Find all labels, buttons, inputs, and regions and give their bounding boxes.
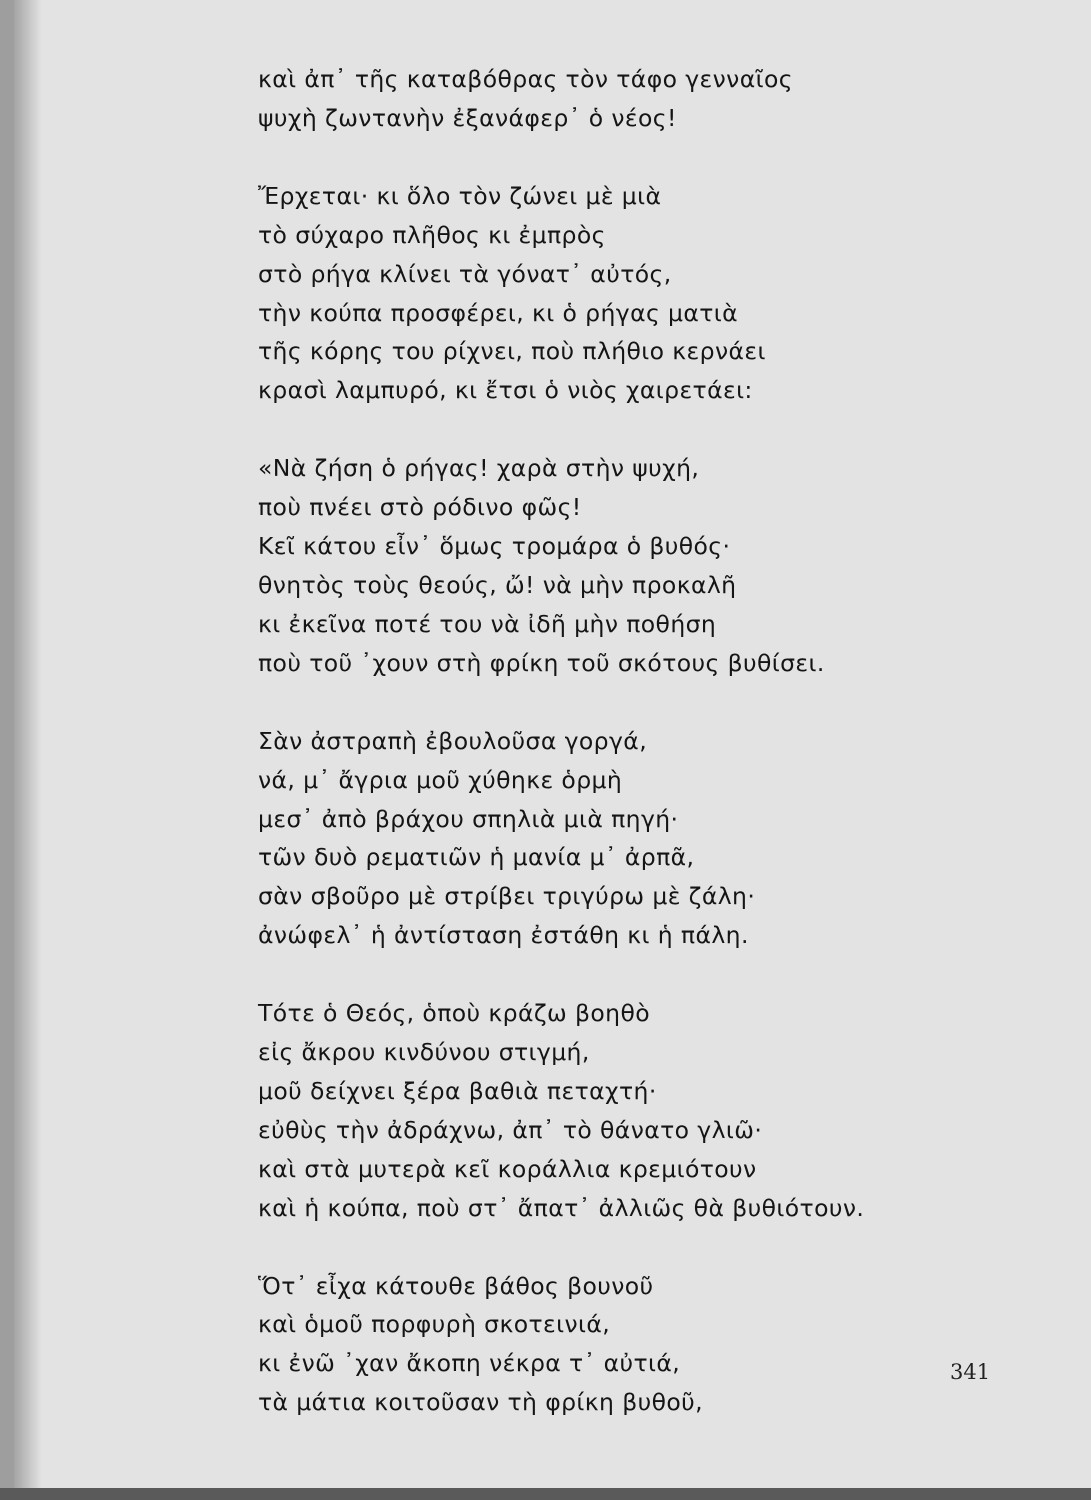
poem-line: κρασὶ λαμπυρό, κι ἔτσι ὁ νιὸς χαιρετάει:: [258, 376, 753, 405]
page-number: 341: [950, 1360, 991, 1384]
poem-line: τὴν κούπα προσφέρει, κι ὁ ρήγας ματιὰ: [258, 298, 739, 327]
poem-line: «Νὰ ζήση ὁ ρήγας! χαρὰ στὴν ψυχή,: [258, 454, 700, 483]
poem-line: τὸ σύχαρο πλῆθος κι ἐμπρὸς: [258, 220, 606, 249]
poem-line: καὶ ἡ κούπα, ποὺ στ᾿ ἄπατ᾿ ἀλλιῶς θὰ βυθιότουν.: [258, 1193, 865, 1222]
poem-text: [258, 60, 1058, 1461]
poem-line: τὰ μάτια κοιτοῦσαν τὴ φρίκη βυθοῦ,: [258, 1388, 704, 1417]
stanza-5: [258, 994, 1058, 1227]
stanza-6: [258, 1267, 1058, 1423]
poem-line: τῆς κόρης του ρίχνει, ποὺ πλήθιο κερνάει: [258, 337, 766, 366]
poem-line: νά, μ᾿ ἄγρια μοῦ χύθηκε ὁρμὴ: [258, 765, 623, 794]
poem-line: κι ἐνῶ ᾿χαν ἄκοπη νέκρα τ᾿ αὐτιά,: [258, 1349, 681, 1378]
poem-line: στὸ ρήγα κλίνει τὰ γόνατ᾿ αὐτός,: [258, 259, 672, 288]
poem-line: Σὰν ἀστραπὴ ἐβουλοῦσα γοργά,: [258, 726, 648, 755]
poem-line: Ὅτ᾿ εἶχα κάτουθε βάθος βουνοῦ: [258, 1271, 654, 1300]
poem-line: θνητὸς τοὺς θεούς, ὤ! νὰ μὴν προκαλῆ: [258, 570, 737, 599]
poem-line: καὶ ἀπ᾿ τῆς καταβόθρας τὸν τάφο γενναῖος: [258, 65, 793, 93]
stanza-1: [258, 60, 1058, 138]
poem-line: εὐθὺς τὴν ἀδράχνω, ἀπ᾿ τὸ θάνατο γλιῶ·: [258, 1115, 763, 1144]
poem-line: σὰν σβοῦρο μὲ στρίβει τριγύρω μὲ ζάλη·: [258, 882, 756, 911]
poem-line: ἀνώφελ᾿ ἡ ἀντίσταση ἐστάθη κι ἡ πάλη.: [258, 921, 749, 950]
stanza-4: [258, 722, 1058, 955]
poem-line: μεσ᾿ ἀπὸ βράχου σπηλιὰ μιὰ πηγή·: [258, 804, 679, 833]
poem-line: καὶ ὁμοῦ πορφυρὴ σκοτεινιά,: [258, 1310, 611, 1339]
poem-line: Τότε ὁ Θεός, ὁποὺ κράζω βοηθὸ: [258, 999, 650, 1028]
poem-line: Ἔρχεται· κι ὅλο τὸν ζώνει μὲ μιὰ: [258, 181, 662, 210]
book-page: [14, 0, 1091, 1488]
stanza-3: [258, 449, 1058, 682]
poem-line: Κεῖ κάτου εἶν᾿ ὅμως τρομάρα ὁ βυθός·: [258, 532, 731, 561]
poem-line: ποὺ τοῦ ᾿χουν στὴ φρίκη τοῦ σκότους βυθίσει.: [258, 648, 825, 677]
poem-line: ψυχὴ ζωντανὴν ἐξανάφερ᾿ ὁ νέος!: [258, 103, 677, 132]
poem-line: καὶ στὰ μυτερὰ κεῖ κοράλλια κρεμιότουν: [258, 1154, 757, 1183]
page-bottom-edge: [0, 1488, 1091, 1500]
poem-line: κι ἐκεῖνα ποτέ του νὰ ἰδῆ μὴν ποθήση: [258, 609, 717, 638]
stanza-2: [258, 177, 1058, 410]
spine-shadow: [14, 0, 42, 1488]
poem-line: τῶν δυὸ ρεματιῶν ἡ μανία μ᾿ ἀρπᾶ,: [258, 843, 695, 872]
poem-line: ποὺ πνέει στὸ ρόδινο φῶς!: [258, 493, 582, 522]
poem-line: εἰς ἄκρου κινδύνου στιγμή,: [258, 1038, 590, 1067]
poem-line: μοῦ δείχνει ξέρα βαθιὰ πεταχτή·: [258, 1076, 657, 1105]
